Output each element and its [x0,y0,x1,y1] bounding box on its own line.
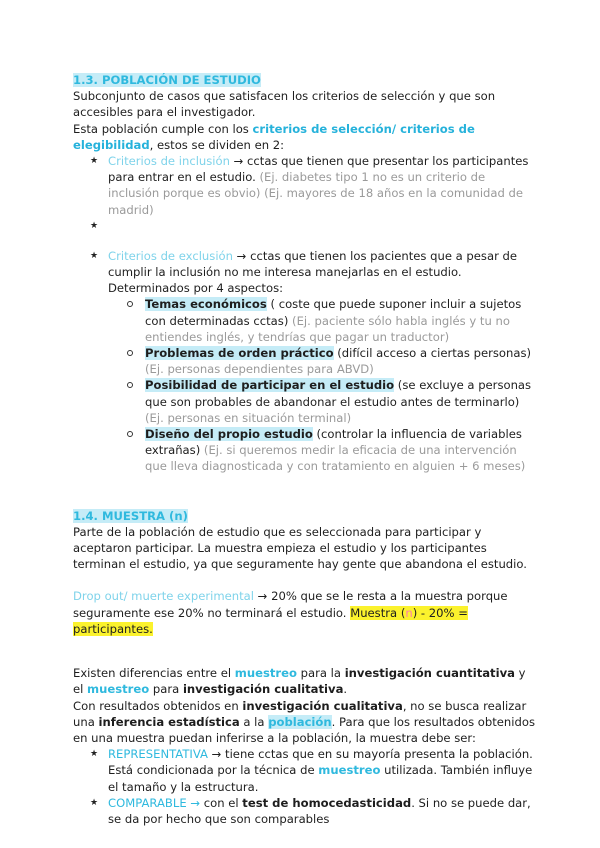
list-item-exclusion: ★ Criterios de exclusión → cctas que tienen los pacientes que a pesar de cumplir la inclusión no me interesa manejarlas en el estudio. Determinados por 4 aspectos: Temas económicos ( coste que puede suponer incluir a sujetos con determinadas cctas) (Ej. paciente sólo habla inglés y tu no entiendes inglés, y tendrías que pagar un traductor) Problemas de orden práctico (difícil acceso a ciertas personas) (Ej. personas dependientes para ABVD) Posibilidad de participar en el estudio (se excluye a personas que son probables de abandonar el estudio antes de terminarlo) (Ej. personas en situación terminal) Diseño del propio estudio (controlar la influencia de variables extrañas) (Ej. si queremos medir la eficacia de una intervención que lleva diagnosticada y con tratamiento en alguien + 6 meses) [108,248,535,475]
formula-highlight: Muestra (n) - 20% = participantes. [73,605,468,636]
paragraph: Con resultados obtenidos en investigación cualitativa, no se busca realizar una inferencia estadística a la población. Para que los resultados obtenidos en una muestra puedan inferirse a la población, la muestra debe ser: [73,698,535,745]
term: Drop out/ muerte experimental [73,589,254,604]
section-heading-poblacion: 1.3. POBLACIÓN DE ESTUDIO [73,73,261,87]
spacer [73,637,535,665]
list-item-inclusion: ★ Criterios de inclusión → cctas que tienen que presentar los participantes para entrar en el estudio. (Ej. diabetes tipo 1 no es un criterio de inclusión porque es obvio) (Ej. mayores de 18 años en la comunidad de madrid) [108,153,535,218]
example-note: (Ej. paciente sólo habla inglés y tu no entiendes inglés, y tendrías que pagar un traductor) [145,313,510,344]
spacer [108,218,535,234]
example-note: (Ej. personas en situación terminal) [145,410,352,425]
criteria-list [73,153,535,234]
aspect-list [108,296,535,474]
term: Problemas de orden práctico [145,346,334,361]
criteria-list [73,248,535,475]
term: Posibilidad de participar en el estudio [145,378,395,393]
requirements-list [73,746,535,827]
example-note: (Ej. diabetes tipo 1 no es un criterio de inclusión porque es obvio) (Ej. mayores de 18 años en la comunidad de madrid) [108,170,524,217]
example-note: (Ej. si queremos medir la eficacia de una intervención que lleva diagnosticada y con tratamiento en alguien + 6 meses) [145,443,526,474]
term: REPRESENTATIVA [108,747,208,762]
term: Temas económicos [145,297,267,312]
example-note: (Ej. personas dependientes para ABVD) [145,362,374,377]
term: Criterios de exclusión [108,248,233,263]
term: COMPARABLE → [108,795,201,810]
paragraph: Subconjunto de casos que satisfacen los criterios de selección y que son accesibles para el investigador. [73,89,496,120]
list-item: Posibilidad de participar en el estudio (se excluye a personas que son probables de abandonar el estudio antes de terminarlo) (Ej. personas en situación terminal) [145,377,535,426]
term: Criterios de inclusión [108,154,230,169]
document-page [73,72,535,827]
paragraph: Esta población cumple con los criterios de selección/ criterios de elegibilidad, estos se dividen en 2: [73,121,475,152]
list-item: Diseño del propio estudio (controlar la influencia de variables extrañas) (Ej. si queremos medir la eficacia de una intervención que lleva diagnosticada y con tratamiento en alguien + 6 meses) [145,426,535,475]
list-item: Temas económicos ( coste que puede suponer incluir a sujetos con determinadas cctas) (Ej. paciente sólo habla inglés y tu no entiendes inglés, y tendrías que pagar un traductor) [145,296,535,345]
highlight-term: criterios de selección/ criterios de elegibilidad [73,121,475,152]
term: Diseño del propio estudio [145,427,313,442]
list-item-representativa: ★ REPRESENTATIVA → tiene cctas que en su mayoría presenta la población. Está condicionada por la técnica de muestreo utilizada. También influye el tamaño y la estructura. [108,746,535,795]
paragraph: Existen diferencias entre el muestreo para la investigación cuantitativa y el muestreo para investigación cualitativa. [73,666,526,697]
paragraph: Parte de la población de estudio que es seleccionada para participar y aceptaron participar. La muestra empieza el estudio y los participantes terminan el estudio, ya que seguramente hay gente que abandona el estudio. [73,524,527,572]
paragraph: Drop out/ muerte experimental → 20% que se le resta a la muestra porque seguramente ese 20% no terminará el estudio. Muestra (n) - 20% = participantes. [73,589,508,636]
spacer [73,572,535,588]
spacer [73,475,535,508]
list-item-comparable: ★ COMPARABLE → con el test de homocedasticidad. Si no se puede dar, se da por hecho que son comparables [108,795,535,827]
section-heading-muestra: 1.4. MUESTRA (n) [73,508,188,523]
list-item: Problemas de orden práctico (difícil acceso a ciertas personas) (Ej. personas dependientes para ABVD) [145,345,535,377]
spacer [73,234,535,248]
